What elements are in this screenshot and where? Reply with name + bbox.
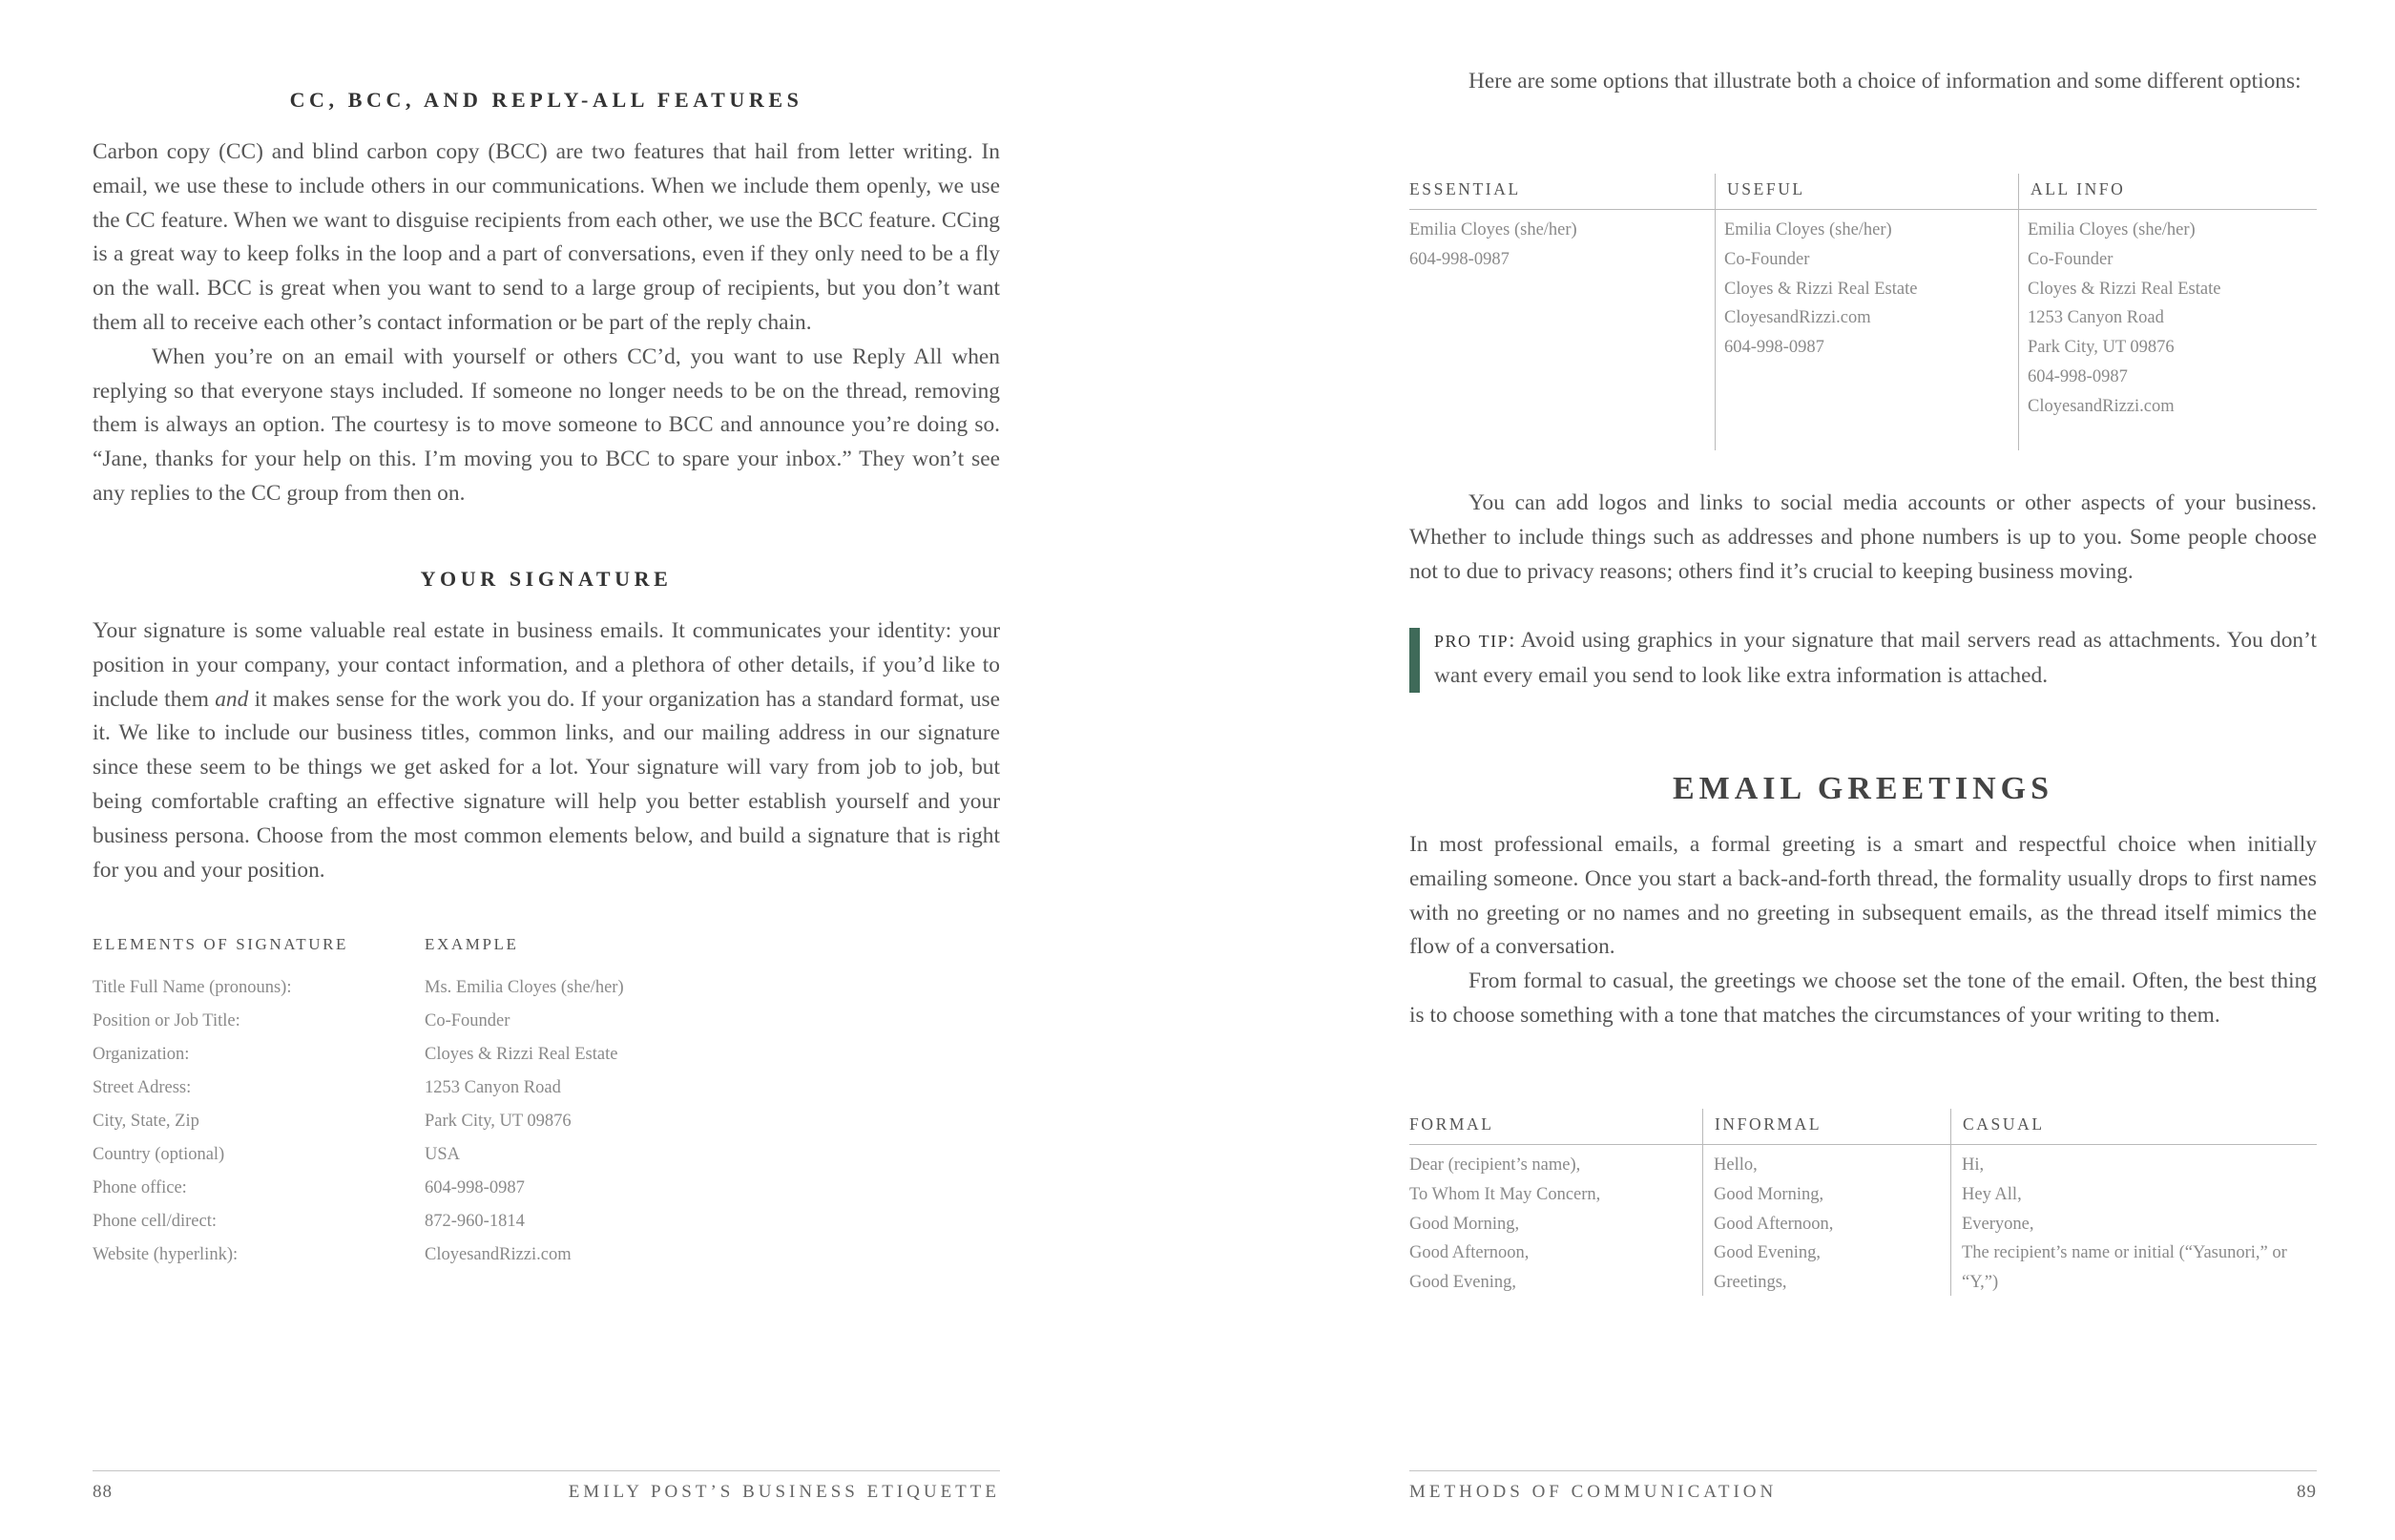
signature-table-header (93, 935, 1000, 954)
greetings-section (1409, 828, 2317, 1033)
list-item: The recipient’s name or initial (“Yasunori,” or “Y,”) (1962, 1243, 2287, 1293)
signature-element-label: Country (optional) (93, 1145, 225, 1164)
signature-elements-table (93, 935, 1000, 1272)
signature-element-label: City, State, Zip (93, 1112, 199, 1131)
signature-element-example: Co-Founder (425, 1011, 510, 1030)
signature-paragraph-text-b: it makes sense for the work you do. If your organization has a standard format, use it. We like to include our business titles, common links, and our mailing address in our signature since these seem to be things we get asked for a lot. Your signature will vary from job to job, but being comfortable crafting an effective signature will help you better establish yourself and your business persona. Choose from the most common elements below, and build a signature that is right for you and your position. (93, 686, 1001, 883)
table-row (93, 1138, 1000, 1172)
table-row (93, 1105, 1000, 1138)
list-item: Hello, (1714, 1155, 1758, 1175)
signature-element-example: Ms. Emilia Cloyes (she/her) (425, 978, 624, 997)
options-column-all-info (2018, 174, 2317, 450)
pro-tip-accent-bar (1409, 628, 1420, 693)
cc-bcc-heading: CC, BCC, AND REPLY-ALL FEATURES (289, 88, 803, 112)
footer-rule-left (93, 1470, 1000, 1471)
list-item: CloyesandRizzi.com (2028, 396, 2175, 416)
list-item: Hey All, (1962, 1184, 2022, 1204)
greetings-column-formal (1409, 1109, 1702, 1296)
cc-paragraph-2: When you’re on an email with yourself or others CC’d, you want to use Reply All when replying so that everyone stays included. If someone no longer needs to be on the thread, removing them is always an option. The courtesy is to move someone to BCC and announce you’re doing so. “Jane, thanks for your help on this. I’m moving you to BCC to spare your inbox.” They won’t see any replies to the CC group from then on. (93, 343, 1000, 506)
options-header-all-info: ALL INFO (2019, 174, 2317, 210)
signature-table-header-elements: ELEMENTS OF SIGNATURE (93, 935, 349, 953)
page-number-left: 88 (93, 1482, 113, 1502)
list-item: To Whom It May Concern, (1409, 1184, 1601, 1204)
pro-tip-callout (1409, 624, 2317, 694)
signature-element-example: 1253 Canyon Road (425, 1078, 561, 1097)
signature-element-example: Cloyes & Rizzi Real Estate (425, 1045, 618, 1064)
footer-left (93, 1482, 1000, 1503)
list-item: Good Afternoon, (1409, 1243, 1530, 1263)
table-row (93, 1205, 1000, 1238)
list-item: 604-998-0987 (2028, 366, 2128, 386)
pro-tip-label: PRO TIP (1434, 632, 1510, 651)
left-page (93, 0, 1000, 1540)
signature-heading: YOUR SIGNATURE (420, 567, 673, 591)
options-intro-paragraph: Here are some options that illustrate both a choice of information and some different options: (1468, 69, 2301, 94)
greetings-header-formal: FORMAL (1409, 1109, 1702, 1145)
signature-element-label: Street Adress: (93, 1078, 192, 1097)
signature-element-label: Phone cell/direct: (93, 1212, 217, 1231)
list-item: Emilia Cloyes (she/her) (1724, 220, 1892, 239)
greetings-column-informal (1702, 1109, 1950, 1296)
greetings-header-informal: INFORMAL (1703, 1109, 1950, 1145)
list-item: Hi, (1962, 1155, 1985, 1175)
logos-paragraph: You can add logos and links to social media accounts or other aspects of your business. Whether to include things such as addresses and phone numbers is up to you. Some people choose not to due to privacy reasons; others find it’s crucial to keeping business moving. (1409, 490, 2317, 584)
greetings-column-casual (1950, 1109, 2317, 1296)
pro-tip-body: : Avoid using graphics in your signature that mail servers read as attachments. You don’t want every email you send to look like extra information is attached. (1434, 628, 2317, 688)
list-item: 604-998-0987 (1409, 249, 1510, 269)
pro-tip-text (1434, 624, 2317, 694)
signature-paragraph (93, 614, 1000, 887)
list-item: Emilia Cloyes (she/her) (1409, 220, 1577, 239)
list-item: Good Evening, (1714, 1243, 1822, 1263)
cc-bcc-section (93, 135, 1000, 511)
list-item: CloyesandRizzi.com (1724, 308, 1871, 328)
greetings-paragraph-1: In most professional emails, a formal greeting is a smart and respectful choice when initially emailing someone. Once you start a back-and-forth thread, the formality usually drops to first names with no greeting or no names and no greeting in subsequent emails, as the thread itself mimics the flow of a conversation. (1409, 832, 2317, 960)
signature-table-header-example: EXAMPLE (425, 935, 519, 953)
signature-element-label: Phone office: (93, 1178, 187, 1197)
signature-element-label: Website (hyperlink): (93, 1245, 239, 1264)
list-item: Cloyes & Rizzi Real Estate (2028, 279, 2221, 299)
table-row (93, 1038, 1000, 1072)
options-column-useful (1715, 174, 2018, 450)
table-row (93, 971, 1000, 1005)
table-row (93, 1072, 1000, 1105)
list-item: Park City, UT 09876 (2028, 338, 2175, 358)
options-header-useful: USEFUL (1716, 174, 2018, 210)
table-row (93, 1005, 1000, 1038)
greetings-header-casual: CASUAL (1951, 1109, 2317, 1145)
running-head-right: METHODS OF COMMUNICATION (1409, 1482, 1778, 1502)
signature-options-table (1409, 174, 2317, 450)
greetings-table (1409, 1109, 2317, 1296)
list-item: Dear (recipient’s name), (1409, 1155, 1581, 1175)
table-row (93, 1238, 1000, 1272)
signature-element-example: CloyesandRizzi.com (425, 1245, 572, 1264)
list-item: 1253 Canyon Road (2028, 308, 2164, 328)
list-item: Good Evening, (1409, 1273, 1517, 1293)
signature-element-label: Organization: (93, 1045, 190, 1064)
list-item: Emilia Cloyes (she/her) (2028, 220, 2196, 239)
cc-paragraph-1: Carbon copy (CC) and blind carbon copy (BCC) are two features that hail from letter writing. In email, we use these to include others in our communications. When we include them openly, we use the CC feature. When we want to disguise recipients from each other, we use the BCC feature. CCing is a great way to keep folks in the loop and a part of conversations, even if they only need to be a fly on the wall. BCC is great when you want to send to a large group of recipients, but you don’t want them all to receive each other’s contact information or be part of the reply chain. (93, 139, 1000, 335)
email-greetings-heading: EMAIL GREETINGS (1672, 771, 2054, 806)
signature-paragraph-text-a: Your signature is some valuable real estate in business emails. It communicates your identity: your position in your company, your contact information, and a plethora of other details, if you’d like to include them (93, 618, 1000, 712)
list-item: Greetings, (1714, 1273, 1787, 1293)
signature-element-example: 872-960-1814 (425, 1212, 525, 1231)
list-item: Cloyes & Rizzi Real Estate (1724, 279, 1918, 299)
page-number-right: 89 (2297, 1482, 2317, 1502)
table-row (93, 1172, 1000, 1205)
signature-element-example: 604-998-0987 (425, 1178, 525, 1197)
signature-element-example: USA (425, 1145, 461, 1164)
options-header-essential: ESSENTIAL (1409, 174, 1715, 210)
signature-table-body (93, 971, 1000, 1272)
footer-right (1409, 1482, 2317, 1503)
list-item: Good Morning, (1714, 1184, 1824, 1204)
list-item: 604-998-0987 (1724, 338, 1824, 358)
footer-rule-right (1409, 1470, 2317, 1471)
greetings-paragraph-2: From formal to casual, the greetings we choose set the tone of the email. Often, the best thing is to choose something with a tone that matches the circumstances of your writing to them. (1409, 968, 2317, 1028)
list-item: Good Morning, (1409, 1214, 1520, 1234)
running-head-left: EMILY POST’S BUSINESS ETIQUETTE (568, 1482, 1000, 1502)
signature-element-example: Park City, UT 09876 (425, 1112, 572, 1131)
options-column-essential (1409, 174, 1715, 450)
list-item: Everyone, (1962, 1214, 2034, 1234)
list-item: Good Afternoon, (1714, 1214, 1834, 1234)
signature-element-label: Title Full Name (pronouns): (93, 978, 292, 997)
signature-element-label: Position or Job Title: (93, 1011, 240, 1030)
list-item: Co-Founder (2028, 249, 2114, 269)
right-page (1409, 0, 2317, 1540)
signature-paragraph-emphasis: and (215, 686, 249, 712)
list-item: Co-Founder (1724, 249, 1810, 269)
